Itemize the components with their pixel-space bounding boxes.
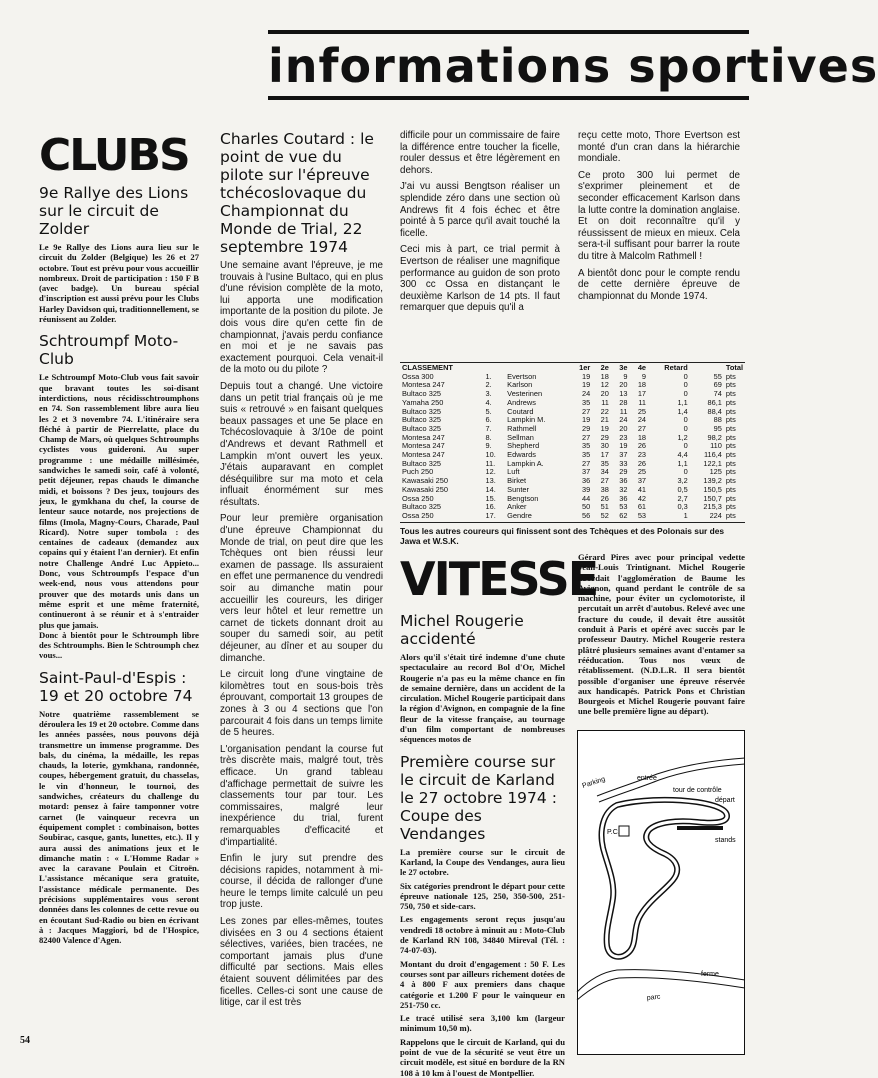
classement-cell: 0 <box>683 415 688 425</box>
classement-cell: 19 <box>600 423 609 433</box>
coutard-paragraph: J'ai vu aussi Bengtson réaliser un splendide zéro dans une section où Andrews fit 4 fois échec et être pointé à 5 parce qu'il avait touché la ficelle. <box>400 181 560 239</box>
classement-cell: 0 <box>683 371 688 381</box>
classement-cell: 42 <box>637 493 647 503</box>
classement-cell: Kawasaki 250 <box>402 476 449 486</box>
vitesse-column-3 <box>400 612 565 1078</box>
classement-row <box>400 390 745 399</box>
classement-cell: 0 <box>683 441 688 451</box>
lions-title: 9e Rallye des Lions sur le circuit de Zolder <box>39 184 189 238</box>
classement-cell: 44 <box>582 493 591 503</box>
coutard-column <box>220 130 383 1055</box>
classement-row <box>400 425 745 434</box>
classement-row <box>400 416 745 425</box>
classement-cell: 27 <box>582 458 591 468</box>
classement-row <box>400 468 745 477</box>
classement-cell: 20 <box>619 380 628 390</box>
classement-cell: 6. <box>485 415 492 425</box>
classement-cell: 4. <box>485 397 492 407</box>
classement-cell: 55 <box>713 371 722 381</box>
coutard-paragraph: reçu cette moto, Thore Evertson est monté d'un cran dans la hiérarchie mondiale. <box>578 130 740 165</box>
karland-title: Première course sur le circuit de Karland le 27 octobre 1974 : Coupe des Vendanges <box>400 752 557 843</box>
classement-cell: 5. <box>485 406 492 416</box>
coutard-paragraph: Ceci mis à part, ce trial permit à Evertson de réaliser une magnifique performance au guidon de son proto 300 cc Ossa en distançant le deuxième Karlson de 14 pts. Il faut remarquer que depuis qu'il a <box>400 244 560 314</box>
classement-cell: 53 <box>637 510 647 520</box>
map-label-ferme: ferme <box>701 971 719 978</box>
classement-cell: 27 <box>637 423 647 433</box>
classement-cell: pts <box>725 467 736 477</box>
classement-row <box>400 477 745 486</box>
classement-cell: Montesa 247 <box>402 380 445 390</box>
coutard-paragraph: A bientôt donc pour le compte rendu de cette dernière épreuve de championnat du Monde 1974. <box>578 267 740 302</box>
classement-cell: Montesa 247 <box>402 432 445 442</box>
classement-row <box>400 486 745 495</box>
classement-cell: 18 <box>637 380 647 390</box>
classement-cell: 8. <box>485 432 492 442</box>
classement-cell: 19 <box>582 380 591 390</box>
classement-cell: 18 <box>600 371 609 381</box>
classement-cell: 19 <box>582 415 591 425</box>
coutard-column-4 <box>578 130 740 360</box>
coutard-paragraph: difficile pour un commissaire de faire la différence entre toucher la ficelle, rouler dessus et être légèrement en dehors. <box>400 130 560 176</box>
classement-cell: Bultaco 325 <box>402 415 442 425</box>
classement-row <box>400 442 745 451</box>
classement-cell: 215,3 <box>703 502 722 512</box>
classement-cell: 9. <box>485 441 492 451</box>
classement-cell: pts <box>725 415 736 425</box>
classement-cell: Montesa 247 <box>402 441 445 451</box>
rougerie-body: Alors qu'il s'était tiré indemne d'une chute spectaculaire au record Bol d'Or, Michel Rougerie n'a pas eu la même chance en fin de semaine dernière, dans un accident de la circulation. Michel Rougerie participait dans la région d'Avignon, en compagnie de la fine fleur de la vitesse française, au tournage d'un film comportant de nombreuses séquences motos de <box>400 652 565 745</box>
classement-cell: 24 <box>582 389 591 399</box>
classement-cell: 34 <box>600 467 609 477</box>
classement-cell: 0,5 <box>677 484 688 494</box>
classement-cell: 150,7 <box>703 493 722 503</box>
classement-cell: pts <box>725 458 736 468</box>
classement-cell: pts <box>725 397 736 407</box>
col-header: Retard <box>664 363 688 372</box>
classement-cell: 69 <box>713 380 722 390</box>
classement-cell: 37 <box>619 450 628 460</box>
classement-row <box>400 503 745 512</box>
classement-cell: 13. <box>485 476 496 486</box>
classement-cell: 12. <box>485 467 496 477</box>
classement-cell: 18 <box>637 432 647 442</box>
classement-cell: 11 <box>638 397 647 407</box>
classement-cell: 0 <box>683 467 688 477</box>
classement-cell: 53 <box>619 502 628 512</box>
classement-cell: Luft <box>507 467 520 477</box>
classement-cell: 38 <box>600 484 609 494</box>
classement-row <box>400 399 745 408</box>
classement-cell: 36 <box>582 476 591 486</box>
classement-cell: 1,1 <box>677 458 688 468</box>
classement-cell: 27 <box>600 476 609 486</box>
karland-paragraph: La première course sur le circuit de Karland, la Coupe des Vendanges, aura lieu le 27 octobre. <box>400 846 565 878</box>
map-label-tour: tour de contrôle <box>673 787 722 794</box>
classement-title: CLASSEMENT <box>402 363 453 372</box>
classement-cell: 35 <box>600 458 609 468</box>
classement-rule-bottom <box>400 522 745 523</box>
rougerie-body-continued: Gérard Pires avec pour principal vedette Jean-Louis Trintignant. Michel Rougerie abordait l'agglomération de Baume les Avignon, quand perdant le contrôle de sa machine, pour éviter un cyclomotoriste, il percutait un arrêt d'autobus. Relevé avec une fracture du coude, il devait être aussitôt conduit à Paris et opéré avec succès par le professeur Dautry. Michel Rougerie restera plâtré plusieurs semaines avant d'entamer sa rééducation. Tous nos vœux de rétablissement. (N.D.L.R. Il sera bientôt possible d'organiser une épreuve réservée aux handicapés. Patrick Pons et Christian Bourgeois et Michel Rougerie pouvant faire une belle première ligne au départ). <box>578 552 745 717</box>
classement-cell: Lampkin A. <box>507 458 544 468</box>
classement-cell: 33 <box>619 458 628 468</box>
classement-cell: 37 <box>582 467 591 477</box>
classement-cell: 22 <box>600 406 609 416</box>
col-header: 3e <box>619 363 628 372</box>
classement-cell: pts <box>725 476 736 486</box>
classement-cell: 35 <box>582 450 591 460</box>
classement-cell: Montesa 247 <box>402 450 445 460</box>
vitesse-heading: VITESSE <box>400 552 598 606</box>
masthead-rule-top <box>268 30 749 34</box>
classement-cell: 3. <box>485 389 492 399</box>
classement-cell: 28 <box>619 397 628 407</box>
classement-cell: 1 <box>683 510 688 520</box>
coutard-title: Charles Coutard : le point de vue du pilote sur l'épreuve tchécoslovaque du Championnat du Monde de Trial, 22 septembre 1974 <box>220 130 374 256</box>
page-number: 54 <box>20 1035 30 1046</box>
classement-cell: 12 <box>600 380 609 390</box>
classement-cell: 2,7 <box>677 493 688 503</box>
classement-cell: 21 <box>600 415 609 425</box>
classement-cell: 11 <box>619 406 628 416</box>
classement-cell: pts <box>725 484 736 494</box>
classement-cell: 26 <box>637 441 647 451</box>
rougerie-title: Michel Rougerie accidenté <box>400 612 524 648</box>
classement-cell: 17 <box>637 389 647 399</box>
classement-cell: 36 <box>619 493 628 503</box>
classement-cell: 88,4 <box>707 406 722 416</box>
classement-cell: pts <box>725 406 736 416</box>
classement-cell: 0,3 <box>677 502 688 512</box>
classement-cell: 11 <box>601 397 609 407</box>
coutard-paragraph: L'organisation pendant la course fut très discrète mais, malgré tout, très efficace. Un grand tableau d'affichage permettait de suivre les classements tour par tour. Les commissaires, malgré leur inexpérience du trial, furent remarquables d'efficacité et d'impartialité. <box>220 743 383 848</box>
classement-cell: 35 <box>582 441 591 451</box>
classement-cell: pts <box>725 450 736 460</box>
classement-cell: 27 <box>582 406 591 416</box>
classement-cell: Puch 250 <box>402 467 434 477</box>
classement-cell: 29 <box>582 423 591 433</box>
classement-row <box>400 495 745 504</box>
classement-cell: Lampkin M. <box>507 415 546 425</box>
classement-cell: 29 <box>619 467 628 477</box>
map-label-parc: parc <box>646 993 661 1002</box>
classement-cell: Gendre <box>507 510 532 520</box>
classement-cell: Sunter <box>507 484 529 494</box>
classement-cell: Ossa 250 <box>402 493 434 503</box>
classement-cell: 23 <box>637 450 647 460</box>
classement-cell: 98,2 <box>707 432 722 442</box>
clubs-column <box>39 130 199 1050</box>
classement-cell: Ossa 250 <box>402 510 434 520</box>
classement-cell: 125 <box>709 467 722 477</box>
classement-cell: pts <box>725 380 736 390</box>
classement-cell: Kawasaki 250 <box>402 484 449 494</box>
classement-cell: 9 <box>623 371 628 381</box>
espis-body: Notre quatrième rassemblement se déroulera les 19 et 20 octobre. Comme dans les années passées, nous pouvons déjà transmettre un immense programme. Des bals, du cinéma, la médaille, les repas chauds, la loterie, gymkhana, randonnée, coupes, hébergement gratuit, du chasselas, le vin d'honneur, le tournoi, des sandwiches, créateurs du challenge du motard: pensez à faire tamponner votre carnet (le vainqueur recevra un équipement complet : combinaison, bottes Soubirac, casque, gants, lunettes, etc.). Il y aura aussi des animations jeux et le dimanche matin : « L'Homme Radar » avec la caravane Poulain et Citroën. L'assistance mécanique sera gratuite, l'assistance médicale permanente. Des précisions supplémentaires vous seront données dans les colonnes de cette revue ou en écoutant Sud-Radio ou bien en écrivant à : Jacques Maggiori, bd de l'Hospice, 82400 Valence d'Agen. <box>39 708 199 946</box>
classement-cell: 39 <box>582 484 591 494</box>
classement-cell: 20 <box>600 389 609 399</box>
map-label-parking: Parking <box>581 775 607 790</box>
classement-cell: 24 <box>619 415 628 425</box>
classement-cell: 4,4 <box>677 450 688 460</box>
classement-table <box>400 364 745 524</box>
classement-cell: 10. <box>485 450 496 460</box>
classement-cell: 116,4 <box>703 450 722 460</box>
classement-cell: Andrews <box>507 397 536 407</box>
classement-cell: 26 <box>637 458 647 468</box>
karland-paragraph: Rappelons que le circuit de Karland, qui du point de vue de la sécurité se veut être un circuit modèle, est situé en bordure de la RN 108 à 10 km à l'ouest de Montpellier. <box>400 1036 565 1078</box>
classement-cell: 26 <box>600 493 609 503</box>
classement-cell: pts <box>725 493 736 503</box>
classement-cell: 224 <box>709 510 722 520</box>
classement-cell: 1. <box>485 371 492 381</box>
classement-row <box>400 373 745 382</box>
classement-cell: 50 <box>582 502 591 512</box>
classement-cell: Karlson <box>507 380 533 390</box>
classement-cell: 1,1 <box>677 397 688 407</box>
classement-cell: 14. <box>485 484 496 494</box>
classement-cell: 110 <box>710 441 722 451</box>
classement-cell: Bultaco 325 <box>402 406 442 416</box>
masthead-title: informations sportives <box>268 39 878 93</box>
classement-cell: 56 <box>582 510 591 520</box>
classement-cell: 0 <box>683 380 688 390</box>
classement-cell: 17 <box>600 450 609 460</box>
classement-cell: Birket <box>507 476 527 486</box>
classement-cell: 25 <box>637 406 647 416</box>
classement-cell: Bultaco 325 <box>402 458 442 468</box>
classement-cell: 35 <box>582 397 591 407</box>
classement-row <box>400 512 745 521</box>
coutard-paragraph: Enfin le jury sut prendre des décisions rapides, notamment à mi-course, il décida de rallonger d'une heure le temps limite calculé un peu trop juste. <box>220 853 383 911</box>
map-label-entree: entrée <box>637 775 657 782</box>
classement-cell: 19 <box>582 371 591 381</box>
classement-cell: 29 <box>600 432 609 442</box>
classement-cell: Yamaha 250 <box>402 397 444 407</box>
classement-row <box>400 451 745 460</box>
classement-cell: 25 <box>637 467 647 477</box>
classement-cell: 1,4 <box>677 406 688 416</box>
classement-header-row <box>400 364 745 373</box>
circuit-map-svg <box>577 730 745 1055</box>
col-header: 2e <box>600 363 609 372</box>
classement-cell: Anker <box>507 502 527 512</box>
classement-cell: 32 <box>619 484 628 494</box>
classement-cell: pts <box>725 441 736 451</box>
masthead-rule-bottom <box>268 96 749 100</box>
classement-cell: 7. <box>485 423 492 433</box>
classement-cell: 17. <box>485 510 496 520</box>
coutard-paragraph: Pour leur première organisation d'une épreuve Championnat du Monde de trial, on peut dire que les Tchèques ont bien réussi leur examen de passage. Ils assuraient en effet une permanence du vendredi soir au dimanche matin pour accueillir les coureurs, les diriger vers leur hôtel et leur remettre un carnet de tickets donnant droit au souper du samedi soir, au petit déjeuner, au dîner et au souper du dimanche. <box>220 513 383 664</box>
classement-cell: 36 <box>619 476 628 486</box>
stands-block <box>677 826 723 830</box>
classement-cell: 11. <box>485 458 496 468</box>
classement-cell: 27 <box>582 432 591 442</box>
karland-circuit-map <box>577 730 745 1055</box>
classement-cell: 150,5 <box>703 484 722 494</box>
classement-cell: Rathmell <box>507 423 537 433</box>
coutard-column-3 <box>400 130 560 360</box>
col-header: Total <box>725 363 743 372</box>
classement-cell: Ossa 300 <box>402 371 434 381</box>
classement-cell: 62 <box>619 510 628 520</box>
coutard-paragraph: Le circuit long d'une vingtaine de kilomètres tout en sous-bois très éprouvant, comportait 13 groupes de zones à 3 ou 4 sections que l'on parcourait 4 fois dans un temps limite de 5 heures. <box>220 669 383 739</box>
classement-cell: pts <box>725 389 736 399</box>
classement-cell: Bultaco 325 <box>402 423 442 433</box>
classement-cell: pts <box>725 423 736 433</box>
classement-cell: 52 <box>600 510 609 520</box>
classement-cell: Evertson <box>507 371 537 381</box>
classement-cell: 3,2 <box>677 476 688 486</box>
classement-cell: 0 <box>683 423 688 433</box>
schtroumpf-closing: Donc à bientôt pour le Schtroumph libre des Schtroumphs. Bien le Schtroumph chez vous... <box>39 629 199 661</box>
classement-cell: 61 <box>637 502 647 512</box>
classement-cell: 19 <box>619 441 628 451</box>
classement-cell: 0 <box>683 389 688 399</box>
coutard-paragraph: Depuis tout a changé. Une victoire dans un petit trial français où je me suis « retrouvé » en faisant quelques beaux passages et une 5e place en Tchécoslovaquie à 3/10e de point d'Andrews et devant Rathmell et Lampkin m'ont ouvert les yeux. J'étais auparavant en complet déséquilibre sur ma moto et cela influait énormément sur mes résultats. <box>220 380 383 508</box>
classement-cell: Coutard <box>507 406 534 416</box>
masthead <box>268 20 878 94</box>
classement-cell: pts <box>725 502 736 512</box>
classement-cell: 139,2 <box>703 476 722 486</box>
vitesse-column-4 <box>578 552 745 722</box>
classement-cell: 13 <box>619 389 628 399</box>
classement-cell: Bultaco 325 <box>402 502 442 512</box>
classement-cell: Shepherd <box>507 441 540 451</box>
karland-paragraph: Six catégories prendront le départ pour cette épreuve nationale 125, 250, 350-500, 251-750, 750 et side-cars. <box>400 880 565 912</box>
classement-cell: pts <box>725 432 736 442</box>
classement-cell: Bengtson <box>507 493 539 503</box>
classement-cell: Bultaco 325 <box>402 389 442 399</box>
classement-cell: 41 <box>637 484 647 494</box>
classement-cell: Sellman <box>507 432 534 442</box>
map-label-pc: P.C. <box>607 829 620 836</box>
classement-cell: Vesterinen <box>507 389 543 399</box>
classement-cell: 23 <box>619 432 628 442</box>
col-header: 1er <box>579 363 591 372</box>
classement-cell: 51 <box>600 502 609 512</box>
classement-cell: 15. <box>485 493 496 503</box>
map-label-stands: stands <box>715 837 736 844</box>
classement-cell: 20 <box>619 423 628 433</box>
classement-cell: 24 <box>637 415 647 425</box>
classement-cell: 86,1 <box>707 397 722 407</box>
coutard-paragraph: Une semaine avant l'épreuve, je me trouvais à l'usine Bultaco, qui en plus d'une révision complète de la moto, lui apporta une modification importante de la position du pilote. Je dois vous dire qu'en cette fin de championnat, j'avais perdu confiance en moi et je ne savais pas exactement pourquoi. Cela venait-il de la moto ou du pilote ? <box>220 260 383 376</box>
classement-cell: 74 <box>713 389 722 399</box>
clubs-heading: CLUBS <box>39 130 189 181</box>
col-header: 4e <box>637 363 647 372</box>
classement-cell: 2. <box>485 380 492 390</box>
classement-row <box>400 408 745 417</box>
lions-body: Le 9e Rallye des Lions aura lieu sur le circuit du Zolder (Belgique) les 26 et 27 octobre. Tout est prévu pour vous accueillir nombreux. Droit de participation : 150 F B (avec badge). Un bureau spécial d'inscription est aussi prévu pour les Clubs Harley Davidson qui, traditionnellement, se réunissent au Zolder. <box>39 242 199 325</box>
classement-cell: 122,1 <box>703 458 722 468</box>
karland-paragraph: Le tracé utilisé sera 3,100 km (largeur minimum 10,50 m). <box>400 1013 565 1034</box>
classement-cell: pts <box>725 510 736 520</box>
karland-paragraph: Montant du droit d'engagement : 50 F. Les courses sont par ailleurs richement dotées de 4 à 800 F aux premiers dans chaque catégorie et 1.200 F pour le vainqueur en 251-750 cc. <box>400 958 565 1010</box>
classement-cell: pts <box>725 371 736 381</box>
classement-cell: 30 <box>600 441 609 451</box>
map-label-depart: départ <box>715 797 735 804</box>
coutard-paragraph: Ce proto 300 lui permet de s'exprimer pleinement et de seconder efficacement Karlson dans la lutte contre la domination anglaise. Et on doit reconnaître qu'il y réussissent de mieux en mieux. Cela sera-t-il suffisant pour barrer la route du titre à Malcolm Rathmell ! <box>578 169 740 262</box>
classement-row <box>400 460 745 469</box>
coutard-paragraph: Les zones par elles-mêmes, toutes divisées en 3 ou 4 sections étaient sélectives, variées, bien tracées, ne comportant jamais plus d'une difficulté par sections. Mais elles étaient souvent délimitées par des ficelles. Celles-ci sont une cause de litige, car il est très <box>220 916 383 1009</box>
schtroumpf-title: Schtroumpf Moto-Club <box>39 332 179 369</box>
classement-row <box>400 381 745 390</box>
classement-cell: 88 <box>713 415 722 425</box>
classement-cell: 95 <box>713 423 722 433</box>
schtroumpf-body: Le Schtroumpf Moto-Club vous fait savoir que bravant toutes les soi-disant interdictions, nous récidisschtroumphons en 74. Son rassemblement libre aura lieu les 2 et 3 novembre 74. L'itinéraire sera fléché à partir de Pierrelatte, place du Champ de Mars, où quelques Schtroumphs cyclistes vous guideroni. Au super programme : une médaille millésimée, sandwiches le samedi soir, café à volonté, petit déjeuner, repas chauds le dimanche midi, et boissons ? Des jeux, toujours des jeux, le gymkhana du chef, la course de lenteur sauce notarde, nos projections de films (Imola, Magny-Cours, Charade, Paul Ricard). Notre super tombola : des centaines de cadeaux (demandez aux copains qui y étaient l'an dernier). Et enfin notre Challenge André Luc Appieto... Donc, vous Schtroumpfs l'espace d'un week-end, nous vous attendons pour prouver que des motards unis dans un même esprit et une même fraternité, continueront à se réunir et à s'entraider plus que jamais. <box>39 372 199 630</box>
classement-row <box>400 434 745 443</box>
classement-cell: 16. <box>485 502 496 512</box>
espis-title: Saint-Paul-d'Espis : 19 et 20 octobre 74 <box>39 668 193 705</box>
classement-note: Tous les autres coureurs qui finissent sont des Tchèques et des Polonais sur des Jawa et W.S.K. <box>400 526 725 546</box>
karland-paragraph: Les engagements seront reçus jusqu'au vendredi 18 octobre à minuit au : Moto-Club de Karland RN 108, 34840 Mireval (Tél. : 74-07-03). <box>400 914 565 956</box>
classement-cell: 1,2 <box>677 432 688 442</box>
classement-cell: 9 <box>641 371 647 381</box>
classement-cell: Edwards <box>507 450 536 460</box>
classement-cell: 37 <box>637 476 647 486</box>
